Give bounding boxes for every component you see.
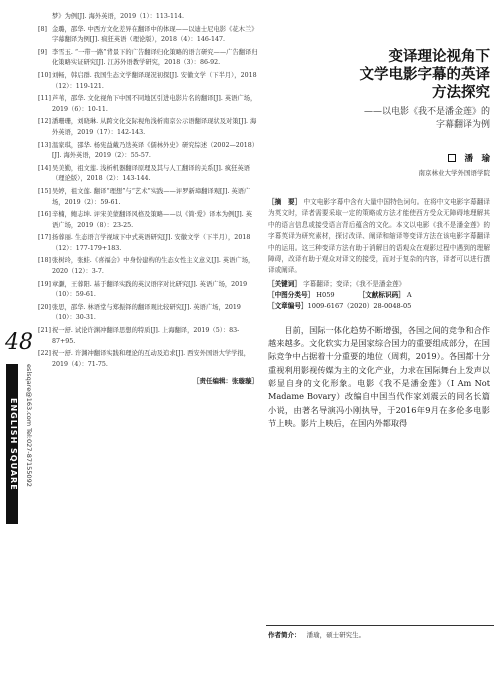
reference-item bbox=[38, 12, 258, 23]
article-header bbox=[268, 48, 490, 430]
reference-number: [18] bbox=[38, 257, 51, 265]
reference-number bbox=[38, 12, 52, 23]
reference-item bbox=[38, 303, 258, 324]
article-number-label: ［文章编号］ bbox=[268, 301, 308, 310]
abstract-label: ［摘 要］ bbox=[268, 198, 302, 206]
author-name: 潘 瑜 bbox=[464, 154, 490, 164]
clc-label: ［中图分类号］ bbox=[268, 290, 315, 299]
reference-item bbox=[38, 164, 258, 185]
reference-number: [20] bbox=[38, 303, 51, 311]
reference-number: [17] bbox=[38, 234, 51, 242]
footnote-divider bbox=[266, 625, 494, 626]
reference-item bbox=[38, 48, 258, 69]
reference-number: [12] bbox=[38, 118, 51, 126]
reference-number: [14] bbox=[38, 164, 51, 172]
abstract bbox=[268, 197, 490, 277]
reference-number: [22] bbox=[38, 350, 51, 358]
article-body: 目前，国际一体化趋势不断增强，各国之间的竞争和合作越来越多。文化软实力是国家综合国力的重要组成部分，在国际竞争中占据着十分重要的地位（周莉，2019）。各国都十分重视利用影视传媒为主的文化产业，力求在国际舞台上发声以彰显自身的文化形象。电影《我不是潘金莲》（I Am Not Madame Bovary）改编自中国当代作家刘震云的同名长篇小说，由著名导演冯小刚执导，于2016年9月在多伦多电影节上映。影片上映后，在国内外都取得 bbox=[268, 324, 490, 428]
author-note-text: 潘瑜，硕士研究生。 bbox=[306, 631, 366, 639]
reference-text: 刘畅，韩启群. 我国生态文学翻译现况初探[J]. 安徽文学（下半月），2018（12）：119-121. bbox=[52, 71, 257, 90]
article-number-row bbox=[268, 301, 490, 312]
reference-item bbox=[38, 71, 258, 92]
author-line bbox=[268, 152, 490, 164]
reference-item bbox=[38, 25, 258, 46]
reference-item bbox=[38, 141, 258, 162]
reference-text: 芦苇，邵华. 文化视角下中国不同地区引进电影片名的翻译[J]. 英语广场，2019（6）：10-11. bbox=[52, 95, 257, 113]
reference-text: 祝一舒. 许渊冲翻译实践和理论的互动及追求[J]. 西安外国语大学学报，2019（4）：71-75. bbox=[52, 350, 251, 368]
reference-text: 李雪玉. “一带一路”背景下的广告翻译归化策略的语言研究——广告翻译归化策略实证研究[J]. 江苏外语教学研究，2018（3）：86-92. bbox=[52, 48, 258, 67]
reference-item bbox=[38, 349, 258, 370]
author-note-label: 作者简介： bbox=[268, 631, 301, 639]
reference-number: [19] bbox=[38, 280, 51, 288]
reference-text: 祝一舒. 试论许渊冲翻译思想的特质[J]. 上海翻译，2019（5）：83-87+95. bbox=[52, 327, 240, 345]
reference-item bbox=[38, 233, 258, 254]
reference-number: [10] bbox=[38, 71, 51, 79]
reference-item bbox=[38, 187, 258, 208]
reference-text: 吴婷，祖文莲. 翻译“理想”与“艺术”实践——评罗新璋翻译观[J]. 英语广场，2019（2）：59-61. bbox=[52, 187, 251, 206]
reference-number: [13] bbox=[38, 141, 51, 149]
doc-code-label: ［文献标识码］ bbox=[358, 290, 405, 299]
reference-text: 金璐，邵华. 中西方文化差异在翻译中的体现——以迪士尼电影《花木兰》字幕翻译为例[J]. 疯狂英语（理论版），2018（4）：146-147. bbox=[52, 25, 258, 44]
keywords bbox=[268, 279, 490, 290]
reference-number: [15] bbox=[38, 187, 51, 195]
reference-number: [21] bbox=[38, 327, 51, 335]
reference-text: 吴美勤，祖文莲. 浅析机器翻译原理及其与人工翻译的关系[J]. 疯狂英语（理论版），2018（2）：143-144. bbox=[52, 164, 251, 183]
article-subtitle: ——以电影《我不是潘金莲》的 字幕翻译为例 bbox=[363, 107, 490, 130]
reference-text: 温家琪，邵华. 杨宪益戴乃迭英译《儒林外史》研究综述（2002—2018）[J]. 海外英语，2019（2）：55-57. bbox=[52, 141, 255, 160]
doc-code-value: A bbox=[406, 290, 412, 299]
article-number-value: 1009-6167（2020）28-0048-05 bbox=[307, 301, 412, 310]
reference-text: 梦》为例[J]. 海外英语，2019（1）：113-114. bbox=[52, 13, 185, 20]
keywords-text: 字幕翻译；变译；《我不是潘金莲》 bbox=[303, 279, 406, 288]
reference-text: 张思，邵华. 林语堂与郑振铎的翻译观比较研究[J]. 英语广场，2019（10）：30-31. bbox=[52, 303, 241, 322]
reference-list bbox=[38, 12, 258, 385]
author-square-icon bbox=[448, 154, 456, 162]
reference-number: [9] bbox=[38, 48, 47, 56]
reference-text: 扬蓉丽. 生态语言学视域下中式英语研究[J]. 安徽文学（下半月），2018（12）：177-179+183. bbox=[52, 234, 251, 252]
reference-number: [11] bbox=[38, 95, 51, 103]
clc-value: H059 bbox=[316, 290, 335, 299]
reference-item bbox=[38, 280, 258, 301]
reference-text: 辛楠，鲍志坤. 评宋美蒙翻译风格及策略——以《简·爱》译本为例[J]. 英语广场，2019（8）：23-25. bbox=[52, 211, 253, 229]
reference-item bbox=[38, 326, 258, 347]
author-note bbox=[268, 630, 492, 639]
editor-note: ［责任编辑：张璇璇］ bbox=[193, 377, 258, 386]
reference-item bbox=[38, 117, 258, 138]
page-number: 48 bbox=[5, 330, 33, 355]
classification-row bbox=[268, 290, 490, 301]
reference-text: 张树玲，张蛙.《喜福会》中身份建构的生态女性主义意义[J]. 英语广场，2020（12）：3-7. bbox=[52, 257, 255, 276]
reference-text: 潘珊珊，刘晓琳. 从跨文化交际视角浅析南京公示语翻译现状及对策[J]. 海外英语，2019（17）：142-143. bbox=[52, 118, 257, 136]
reference-item bbox=[38, 210, 258, 231]
abstract-text: 中文电影字幕中含有大量中国特色词句。在将中文电影字幕翻译为英文时，译者需要采取一定的策略或方法才能使西方受众无障碍地理解其中的语言信息或接受语言背后蕴含的文化。本文以电影《我不是潘金莲》的字幕英译为研究素材，探讨改译、阐译和缩译等变译方法在该电影字幕翻译中的运用。这三种变译方法有助于消解目的语观众在观影过程中遇到的理解障碍，改译有助于观众对译文的接受，而对于复杂的内容，译者可以进行撰译或阐译。 bbox=[268, 198, 491, 275]
journal-name: ENGLISH SQUARE bbox=[9, 397, 18, 491]
author-affiliation: 南京林业大学外国语学院 bbox=[418, 169, 490, 177]
reference-number: [8] bbox=[38, 25, 47, 33]
reference-item bbox=[38, 256, 258, 277]
journal-contact: eslsqare@163.com Tel:027-87155092 bbox=[25, 364, 33, 487]
keywords-label: ［关键词］ bbox=[268, 279, 301, 288]
article-title: 变译理论视角下 文学电影字幕的英译 方法探究 bbox=[359, 49, 490, 101]
reference-text: 章灏，王蓉阳. 基于翻译实践的英汉语序对比研究[J]. 英语广场，2019（10）：59-61. bbox=[52, 280, 248, 299]
reference-item bbox=[38, 94, 258, 115]
reference-number: [16] bbox=[38, 211, 51, 219]
